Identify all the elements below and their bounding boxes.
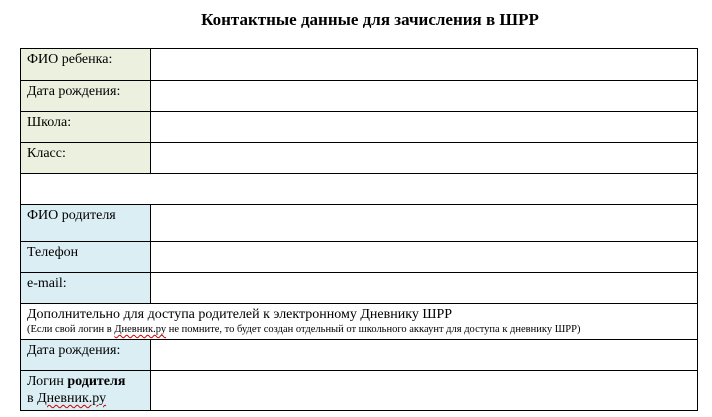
separator-row	[21, 174, 698, 205]
table-row	[21, 205, 698, 242]
email-field[interactable]	[151, 273, 698, 304]
grade-field[interactable]	[151, 143, 698, 174]
table-row	[21, 273, 698, 304]
email-label: e-mail:	[21, 273, 151, 304]
school-label: Школа:	[21, 112, 151, 143]
diary-login-field[interactable]	[151, 371, 698, 411]
school-field[interactable]	[151, 112, 698, 143]
phone-field[interactable]	[151, 242, 698, 273]
diary-note-before: (Если свой логин в	[27, 324, 115, 335]
phone-label: Телефон	[21, 242, 151, 273]
parent-name-label: ФИО родителя	[21, 205, 151, 242]
diary-info-row	[21, 304, 698, 340]
enrollment-form-table	[20, 48, 698, 411]
table-row	[21, 112, 698, 143]
diary-note-link: Дневник.ру	[114, 324, 167, 335]
diary-note-after: не помните, то будет создан отдельный от школьного аккаунт для доступа к дневнику ШРР)	[166, 324, 581, 335]
login-label-text-2: в	[27, 391, 38, 406]
login-label-text: Логин	[27, 374, 68, 389]
child-name-label: ФИО ребенка:	[21, 49, 151, 81]
diary-info-cell	[21, 304, 698, 340]
table-row	[21, 143, 698, 174]
parent-name-field[interactable]	[151, 205, 698, 242]
child-name-field[interactable]	[151, 49, 698, 81]
table-row	[21, 371, 698, 411]
parent-birthdate-label: Дата рождения:	[21, 340, 151, 371]
document-title: Контактные данные для зачисления в ШРР	[201, 10, 539, 29]
diary-login-label	[21, 371, 151, 411]
login-label-link: Дневник.ру	[37, 391, 107, 406]
diary-heading: Дополнительно для доступа родителей к электронному Дневнику ШРР	[27, 307, 453, 322]
table-row	[21, 242, 698, 273]
child-birthdate-field[interactable]	[151, 81, 698, 112]
login-label-bold: родителя	[67, 374, 126, 389]
separator-cell	[21, 174, 698, 205]
table-row	[21, 81, 698, 112]
table-row	[21, 340, 698, 371]
table-row	[21, 49, 698, 81]
diary-note	[27, 323, 691, 336]
grade-label: Класс:	[21, 143, 151, 174]
parent-birthdate-field[interactable]	[151, 340, 698, 371]
child-birthdate-label: Дата рождения:	[21, 81, 151, 112]
